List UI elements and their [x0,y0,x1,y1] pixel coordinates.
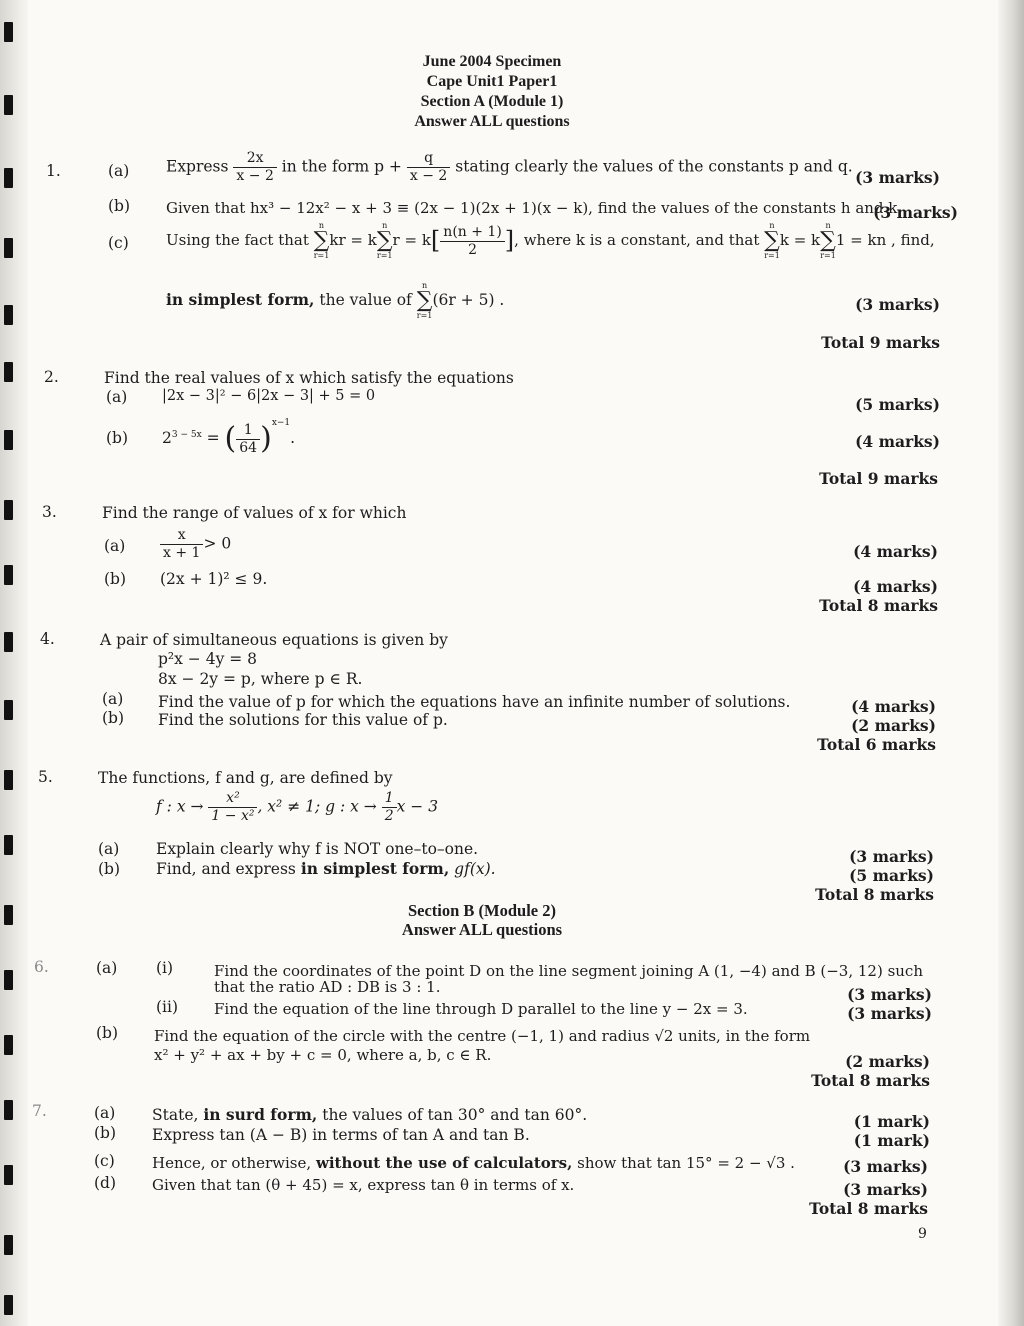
question-text: Find the solutions for this value of p. [158,711,448,729]
numerator: q [407,150,450,168]
function-definition [156,790,438,825]
question-text [156,860,496,879]
marks: (3 marks) [855,295,940,314]
part-label: (a) [96,959,118,977]
numerator: 2x [233,150,276,168]
text: the value of [319,291,412,309]
part-label: (b) [108,197,131,215]
sum-upper: n [382,221,388,230]
part-label: (a) [98,840,120,858]
denominator: 64 [239,439,258,456]
text: Express [166,157,229,176]
base: 2 [162,429,172,447]
emphasis: in simplest form, [166,290,315,309]
equation: p²x − 4y = 8 [158,650,258,668]
text: k = k [779,231,821,249]
part-label: (a) [106,388,128,406]
question-text: Find the equation of the line through D parallel to the line y − 2x = 3. [214,1000,748,1018]
denominator: 2 [384,807,394,824]
summation: n ∑ r=1 [764,221,780,260]
text: gf(x). [454,860,496,878]
sum-lower: r=1 [820,251,836,260]
sum-lower: r=1 [313,251,330,260]
question-number: 3. [42,503,57,521]
part-label: (b) [94,1124,117,1142]
sum-upper: n [825,221,831,230]
text: stating clearly the values of the constants p and q. [455,157,853,176]
text: Hence, or otherwise, [152,1154,312,1172]
fraction [440,224,505,259]
marks: (5 marks) [849,866,934,885]
question-number: 7. [32,1102,47,1120]
text: . [290,429,296,447]
question-text: Explain clearly why f is NOT one–to–one. [156,840,479,858]
section-b-title: Section B (Module 2) [407,901,557,920]
page-number: 9 [918,1226,927,1242]
total-marks: Total 9 marks [821,333,940,352]
numerator: 1 [236,422,260,440]
exponent: 3 − 5x [171,430,202,440]
text: in the form p + [281,157,402,176]
sum-upper: n [318,221,325,230]
header-subtitle: Cape Unit1 Paper1 [426,73,558,90]
header-title: June 2004 Specimen [422,53,562,70]
marks: (4 marks) [851,697,936,716]
numerator: x [160,527,203,545]
text: f : x → [156,797,204,816]
marks: (3 marks) [843,1180,928,1199]
question-text [166,150,853,185]
header-section: Section A (Module 1) [420,93,564,110]
total-marks: Total 8 marks [811,1071,930,1090]
marks: (3 marks) [843,1157,928,1176]
emphasis: without the use of calculators, [315,1154,573,1172]
question-text [152,1154,795,1172]
text: the values of tan 30° and tan 60°. [322,1106,588,1124]
total-marks: Total 6 marks [817,735,936,754]
question-number: 1. [46,162,61,180]
question-text: $2^{3 - 5x}$ = ( $\frac{1}{64}$ )$^{x-1}$. [162,418,296,456]
sum-lower: r=1 [416,311,433,320]
text: = [206,429,220,447]
part-label: (b) [98,860,121,878]
fraction [382,790,397,825]
marks: (4 marks) [853,542,938,561]
sum-upper: n [422,281,428,290]
part-label: (a) [104,537,126,555]
denominator: 2 [468,241,477,258]
text: State, [152,1106,199,1124]
summation: n ∑ r=1 [416,281,433,320]
question-text: Using the fact that n ∑ r=1 kr = k n ∑ r=1 r = k[ $\frac{n(n + 1)}{2}$ ], where k is a constant, and that n ∑ r=1 k = k n ∑ r=1 1 = kn , find, [166,221,935,260]
section-b-instruction: Answer ALL questions [401,920,563,939]
text: , x² ≠ 1; g : x → [257,797,377,816]
numerator: 1 [382,790,397,808]
sum-lower: r=1 [764,251,780,260]
question-text: Express tan (A − B) in terms of tan A and tan B. [152,1126,530,1144]
marks: (3 marks) [873,203,958,222]
question-text: |2x − 3|² − 6|2x − 3| + 5 = 0 [162,388,376,404]
emphasis: in surd form, [203,1105,318,1124]
part-label: (b) [96,1024,119,1042]
part-label: (b) [106,429,129,447]
fraction [233,150,276,185]
fraction [160,527,203,562]
part-label: (a) [102,690,124,708]
denominator: x − 2 [236,167,274,184]
equation: 8x − 2y = p, where p ∈ R. [158,670,363,688]
marks: (3 marks) [849,847,934,866]
subpart-label: (i) [156,959,174,977]
numerator: n(n + 1) [440,224,505,242]
question-intro: Find the real values of x which satisfy the equations [104,369,514,387]
total-marks: Total 8 marks [819,596,938,615]
part-label: (d) [94,1174,117,1192]
summation: n ∑ r=1 [820,221,836,260]
marks: (3 marks) [847,1004,932,1023]
question-text [152,1106,587,1125]
total-marks: Total 8 marks [815,885,934,904]
question-number: 2. [44,368,59,386]
total-marks: Total 8 marks [809,1199,928,1218]
question-intro: A pair of simultaneous equations is given by [100,631,448,649]
question-number: 6. [34,958,49,976]
denominator: x + 1 [163,544,201,561]
text: > 0 [203,534,232,553]
text: r = k [392,231,431,249]
text: , where k is a constant, and that [514,231,760,249]
text: 1 = kn , find, [835,231,935,249]
part-label: (b) [102,709,125,727]
marks: (5 marks) [855,395,940,414]
question-text [166,282,504,320]
subpart-label: (ii) [156,998,179,1016]
question-text: x² + y² + ax + by + c = 0, where a, b, c ∈ R. [154,1046,492,1064]
marks: (3 marks) [855,168,940,187]
part-label: (b) [104,570,127,588]
fraction [208,790,257,825]
text: show that tan 15° = 2 − √3 . [577,1154,795,1172]
fraction [236,422,260,457]
part-label: (a) [108,162,130,180]
question-text: Given that tan (θ + 45) = x, express tan θ in terms of x. [152,1176,575,1194]
sum-upper: n [769,221,775,230]
marks: (3 marks) [847,985,932,1004]
marks: (4 marks) [855,432,940,451]
marks: (4 marks) [853,577,938,596]
sum-lower: r=1 [376,251,393,260]
marks: (1 mark) [853,1112,930,1131]
numerator: x² [208,790,257,808]
question-intro: Find the range of values of x for which [102,504,407,522]
text: kr = k [329,231,377,249]
question-text: Given that hx³ − 12x² − x + 3 ≡ (2x − 1)(2x + 1)(x − k), find the values of the constants h and k. [166,199,903,217]
part-label: (c) [94,1152,115,1170]
exponent: x−1 [271,418,291,428]
question-text: Find the coordinates of the point D on the line segment joining A (1, −4) and B (−3, 12) such [214,962,923,980]
denominator: 1 − x² [211,807,255,824]
emphasis: in simplest form, [300,859,450,878]
part-label: (c) [108,234,129,252]
question-number: 5. [38,768,53,786]
marks: (2 marks) [851,716,936,735]
summation: n ∑ r=1 [376,221,393,260]
text: x − 3 [396,797,439,816]
question-intro: The functions, f and g, are defined by [98,769,393,787]
text: Using the fact that [166,231,309,249]
marks: (1 mark) [853,1131,930,1150]
denominator: x − 2 [409,167,448,184]
text: (6r + 5) . [432,291,505,309]
fraction [407,150,450,185]
part-label: (a) [94,1104,116,1122]
question-text: Find the value of p for which the equations have an infinite number of solutions. [158,693,791,711]
summation: n ∑ r=1 [313,221,330,260]
header-instruction: Answer ALL questions [414,113,570,130]
question-text: (2x + 1)² ≤ 9. [160,570,268,588]
marks: (2 marks) [845,1052,930,1071]
question-text [160,527,231,562]
text: Find, and express [156,860,296,878]
question-number: 4. [40,630,55,648]
total-marks: Total 9 marks [819,469,938,488]
question-text: Find the equation of the circle with the centre (−1, 1) and radius √2 units, in the form [154,1027,811,1045]
question-text: that the ratio AD : DB is 3 : 1. [214,978,441,996]
